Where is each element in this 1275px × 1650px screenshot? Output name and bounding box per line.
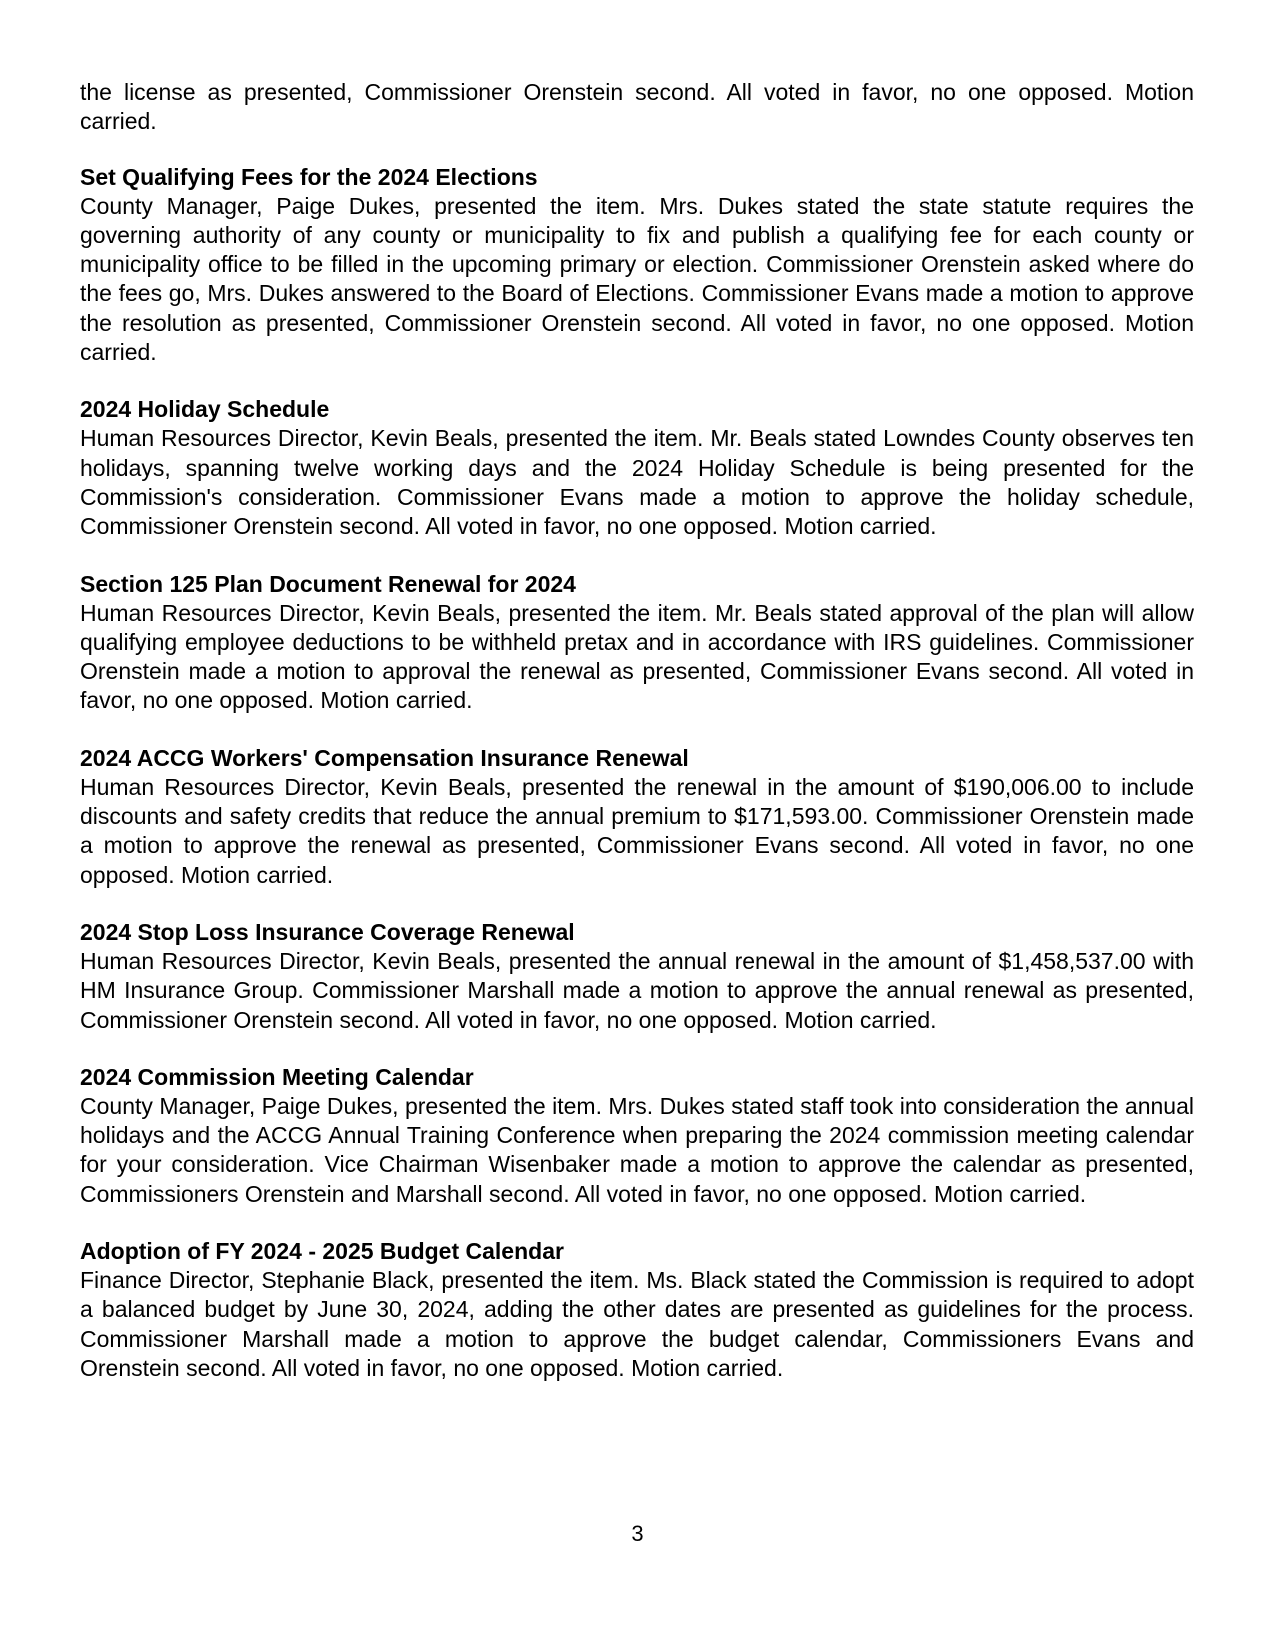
section-heading: Adoption of FY 2024 - 2025 Budget Calendar <box>80 1238 564 1265</box>
section-heading: 2024 Holiday Schedule <box>80 396 330 423</box>
section-budget-calendar <box>80 1236 1194 1383</box>
section-meeting-calendar <box>80 1062 1194 1209</box>
section-heading: Section 125 Plan Document Renewal for 2024 <box>80 570 576 597</box>
section-holiday-schedule <box>80 394 1194 541</box>
section-heading: 2024 Commission Meeting Calendar <box>80 1063 474 1090</box>
section-heading: Set Qualifying Fees for the 2024 Elections <box>80 163 538 190</box>
section-body: Finance Director, Stephanie Black, presented the item. Ms. Black stated the Commission is required to adopt a balanced budget by June 30, 2024, adding the other dates are presented as guidelines for the process. Commissioner Marshall made a motion to approve the budget calendar, Commissioners Evans and Orenstein second. All voted in favor, no one opposed. Motion carried. <box>80 1267 1194 1381</box>
section-body: Human Resources Director, Kevin Beals, presented the annual renewal in the amount of $1,458,537.00 with HM Insurance Group. Commissioner Marshall made a motion to approve the annual renewal as presented, Commissioner Orenstein second. All voted in favor, no one opposed. Motion carried. <box>80 947 1194 1033</box>
section-qualifying-fees <box>80 162 1194 368</box>
document-page <box>80 78 1194 1410</box>
section-125-plan <box>80 569 1194 716</box>
section-heading: 2024 ACCG Workers' Compensation Insurance Renewal <box>80 744 689 771</box>
section-heading: 2024 Stop Loss Insurance Coverage Renewal <box>80 918 575 945</box>
intro-paragraph: the license as presented, Commissioner Orenstein second. All voted in favor, no one opposed. Motion carried. <box>80 79 1194 135</box>
section-body: Human Resources Director, Kevin Beals, presented the renewal in the amount of $190,006.00 to include discounts and safety credits that reduce the annual premium to $171,593.00. Commissioner Orenstein made a motion to approve the renewal as presented, Commissioner Evans second. All voted in favor, no one opposed. Motion carried. <box>80 773 1194 888</box>
section-body: County Manager, Paige Dukes, presented the item. Mrs. Dukes stated staff took into consideration the annual holidays and the ACCG Annual Training Conference when preparing the 2024 commission meeting calendar for your consideration. Vice Chairman Wisenbaker made a motion to approve the calendar as presented, Commissioners Orenstein and Marshall second. All voted in favor, no one opposed. Motion carried. <box>80 1092 1194 1207</box>
section-workers-comp <box>80 743 1194 890</box>
section-stop-loss <box>80 917 1194 1035</box>
page-number: 3 <box>631 1521 644 1546</box>
section-body: County Manager, Paige Dukes, presented the item. Mrs. Dukes stated the state statute requires the governing authority of any county or municipality to fix and publish a qualifying fee for each county or municipality office to be filled in the upcoming primary or election. Commissioner Orenstein asked where do the fees go, Mrs. Dukes answered to the Board of Elections. Commissioner Evans made a motion to approve the resolution as presented, Commissioner Orenstein second. All voted in favor, no one opposed. Motion carried. <box>80 192 1194 366</box>
section-body: Human Resources Director, Kevin Beals, presented the item. Mr. Beals stated approval of the plan will allow qualifying employee deductions to be withheld pretax and in accordance with IRS guidelines. Commissioner Orenstein made a motion to approval the renewal as presented, Commissioner Evans second. All voted in favor, no one opposed. Motion carried. <box>80 599 1194 714</box>
section-body: Human Resources Director, Kevin Beals, presented the item. Mr. Beals stated Lowndes County observes ten holidays, spanning twelve working days and the 2024 Holiday Schedule is being presented for the Commission's consideration. Commissioner Evans made a motion to approve the holiday schedule, Commissioner Orenstein second. All voted in favor, no one opposed. Motion carried. <box>80 425 1194 540</box>
